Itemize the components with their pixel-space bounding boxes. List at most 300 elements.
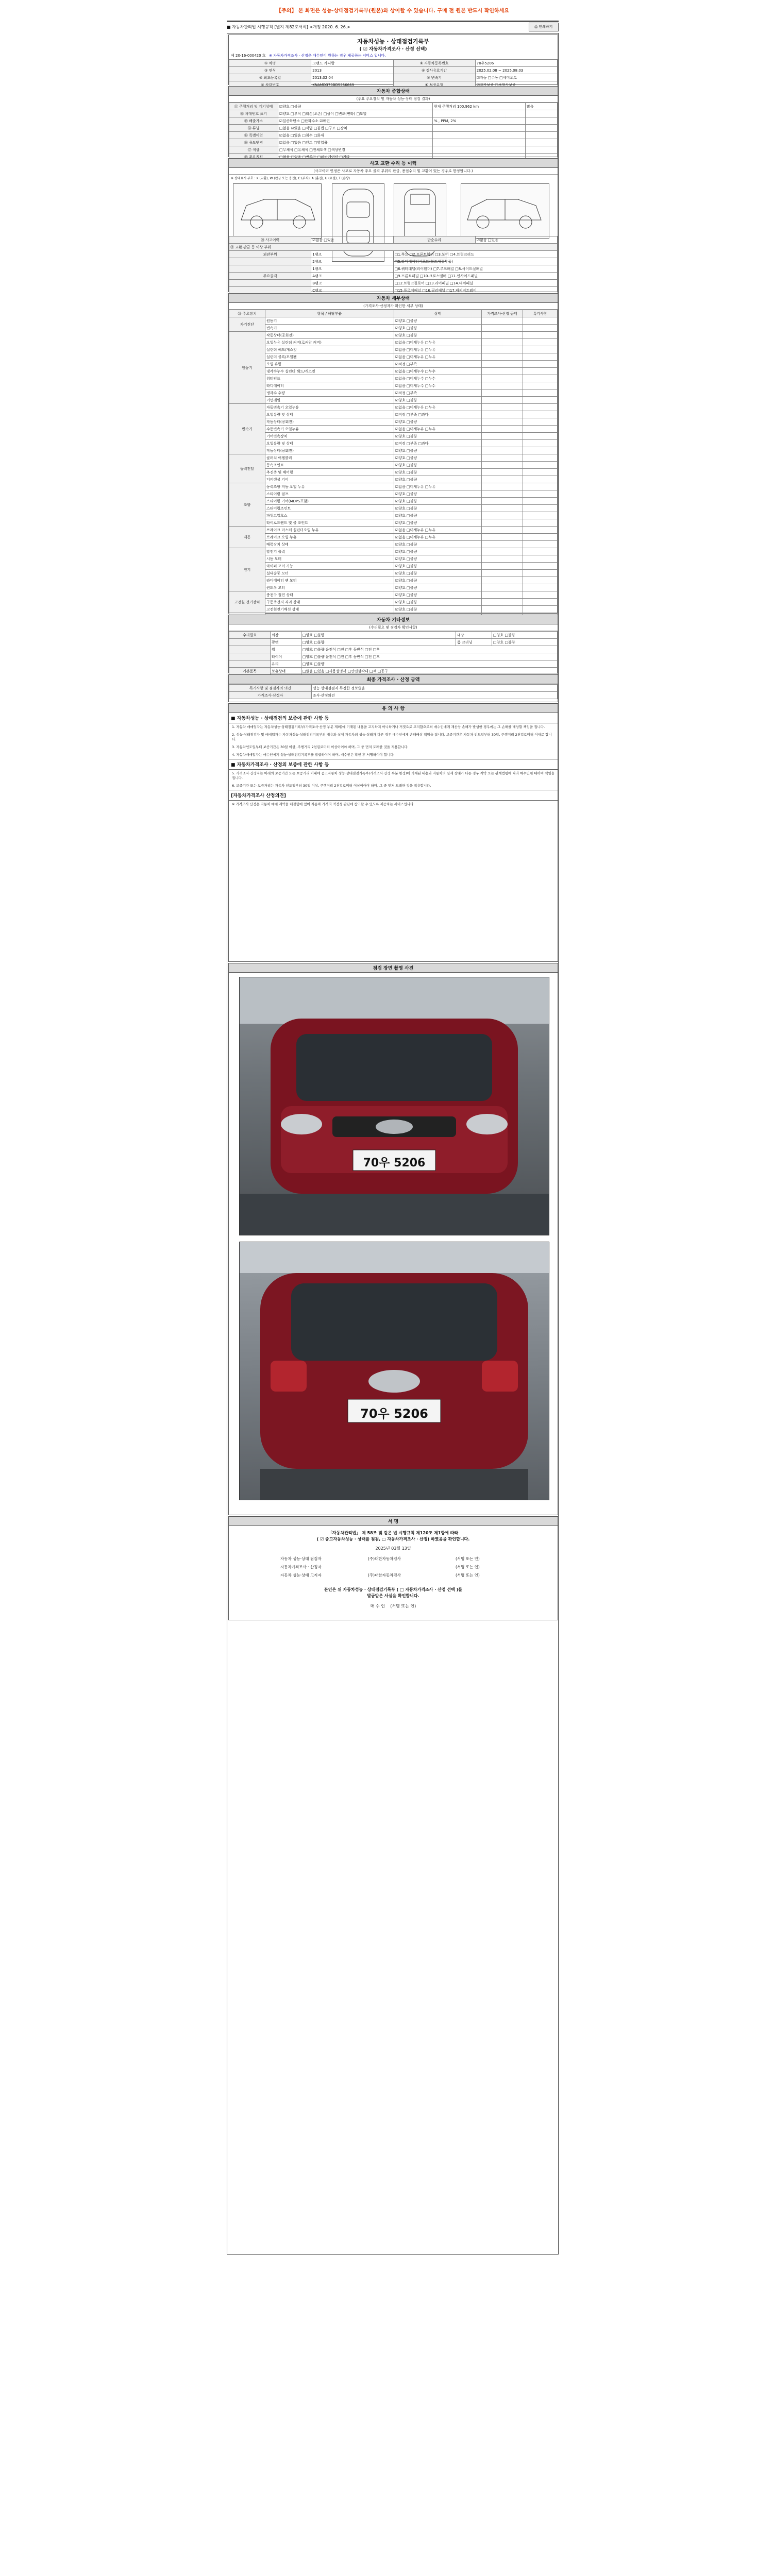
detail-state: ☑적정 □부족: [394, 361, 482, 368]
detail-row: [229, 534, 558, 541]
detail-state: ☑없음 □미세누유 □누유: [394, 339, 482, 346]
detail-item: 타이로드엔드 및 볼 조인트: [265, 519, 394, 527]
detail-item: 파워고압호스: [265, 512, 394, 519]
detail-price: [482, 361, 523, 368]
detail-row: [229, 527, 558, 534]
accident-section: [228, 158, 558, 292]
status-row: [229, 103, 558, 110]
detail-head: 가격조사·산정 금액: [482, 310, 523, 317]
basic-label: ② 자동차등록번호: [393, 60, 475, 67]
outer-items: □6.쿼터패널(리어휀더) □7.루프패널 □8.사이드실패널: [393, 265, 558, 273]
status-value: ☑없음 □있음 □렌트 □영업용: [278, 139, 433, 146]
basic-row-2: [229, 67, 558, 74]
document-subtitle: ( ☑ 자동차가격조사 · 산정 선택): [359, 47, 427, 52]
etc-table: [229, 631, 558, 675]
opinion-value: 조사·산정의견: [312, 692, 558, 699]
status-row: [229, 117, 558, 125]
etc-cell: 휠: [271, 646, 301, 653]
detail-state: ☑양호 □불량: [394, 599, 482, 606]
detail-price: [482, 353, 523, 361]
opinion-title: 최종 가격조사 · 산정 금액: [229, 675, 558, 684]
etc-cell: 수리필요: [229, 632, 271, 639]
detail-item: 작동상태(공회전): [265, 418, 394, 426]
detail-row: [229, 512, 558, 519]
detail-row: [229, 599, 558, 606]
signature-row-value: (주)대한자동차검사: [368, 1556, 401, 1561]
detail-note: [523, 490, 558, 498]
detail-state: ☑없음 □미세누유 □누유: [394, 353, 482, 361]
signature-section: [228, 1516, 558, 1620]
detail-item: 실린더 헤드/개스킷: [265, 346, 394, 353]
status-value: ☑일산화탄소 □탄화수소 ☑매연: [278, 117, 433, 125]
detail-row: [229, 447, 558, 454]
detail-item: 수동변속기 오일누유: [265, 426, 394, 433]
detail-state: ☑양호 □불량: [394, 418, 482, 426]
detail-group: 원동기: [229, 332, 265, 404]
notice-banner: 【주의】 본 화면은 성능·상태점검기록부(원본)와 상이할 수 있습니다. 구매 전 원본 반드시 확인하세요: [276, 8, 509, 14]
detail-row: [229, 433, 558, 440]
outer-rank: 2랭크: [311, 258, 393, 265]
detail-price: [482, 368, 523, 375]
detail-note: [523, 606, 558, 613]
detail-note: [523, 346, 558, 353]
detail-row: [229, 361, 558, 368]
detail-price: [482, 548, 523, 555]
car-side-left-diagram: [233, 183, 322, 239]
simple-repair-value: ☑없음 □있음: [475, 236, 557, 244]
status-note: [526, 117, 558, 125]
basic-value: 2013: [311, 67, 393, 74]
detail-note: [523, 433, 558, 440]
detail-state: ☑양호 □불량: [394, 476, 482, 483]
overall-status-section: [228, 86, 558, 157]
detail-item: 오일 유량: [265, 361, 394, 368]
basic-label: ⑤ 최초등록일: [229, 74, 311, 81]
status-label: ⑱ 주요옵션: [229, 154, 278, 161]
detail-note: [523, 555, 558, 563]
detail-item: 발전기 출력: [265, 548, 394, 555]
front-license-plate: 70우 5206: [363, 1157, 426, 1170]
detail-row: [229, 570, 558, 577]
status-note: [526, 110, 558, 117]
caution-paragraph: ※ 가격조사·산정은 자동차 매매 계약을 체결함에 있어 자동차 가격의 적정성 판단에 참고할 수 있도록 제공하는 서비스입니다.: [232, 802, 415, 806]
detail-state: ☑양호 □불량: [394, 317, 482, 325]
detail-note: [523, 469, 558, 476]
detail-price: [482, 606, 523, 613]
etc-cell: 내장: [456, 632, 492, 639]
basic-value: 2013.02.04: [311, 74, 393, 81]
detail-sub: (가격조사·산정자가 확인한 세부 상태): [229, 303, 558, 310]
detail-price: [482, 404, 523, 411]
etc-cell: □양호 □불량: [301, 660, 558, 668]
basic-value: 2025.02.08 ~ 2025.08.03: [475, 67, 557, 74]
detail-price: [482, 462, 523, 469]
etc-row: [229, 646, 558, 653]
accident-legend: ※ 상태표시 부호 : X (교환), W (판금 또는 용접), C (부식), A (흠집), U (요철), T (손상): [231, 177, 350, 180]
detail-row: [229, 490, 558, 498]
detail-row: [229, 483, 558, 490]
rear-license-plate: 70우 5206: [360, 1406, 428, 1421]
basic-row-1: [229, 60, 558, 67]
print-button-label: 인쇄하기: [539, 25, 553, 29]
basic-label: ⑥ 변속기: [393, 74, 475, 81]
outer-group: [229, 265, 311, 273]
buyer-label: 매 수 인: [370, 1604, 385, 1608]
detail-row: [229, 584, 558, 591]
detail-price: [482, 332, 523, 339]
detail-note: [523, 454, 558, 462]
detail-state: ☑없음 □미세누유 □누유: [394, 426, 482, 433]
outer-items: □15.플로어패널 □16.필러패널 □17.패키지트레이: [393, 287, 558, 294]
outer-items: □5.라디에이터서포트(볼트체결부품): [393, 258, 558, 265]
detail-row: [229, 346, 558, 353]
detail-price: [482, 440, 523, 447]
status-label: ⑯ 용도변경: [229, 139, 278, 146]
opinion-row: [229, 685, 558, 692]
detail-row: [229, 368, 558, 375]
outer-items: □9.프론트패널 □10.크로스멤버 □11.인사이드패널: [393, 273, 558, 280]
document-page: [225, 0, 560, 2257]
outer-rank: 1랭크: [311, 265, 393, 273]
caution-heading-2: ■ 자동차가격조사 · 산정의 보증에 관한 사항 등: [229, 759, 558, 770]
etc-info-section: [228, 615, 558, 673]
opinion-label: 특기사항 및 점검자의 의견: [229, 685, 312, 692]
status-row: [229, 132, 558, 139]
detail-note: [523, 498, 558, 505]
etc-cell: □양호 □불량: [301, 632, 456, 639]
status-label: ⑫ 차대번호 표기: [229, 110, 278, 117]
detail-row: [229, 332, 558, 339]
detail-note: [523, 476, 558, 483]
detail-price: [482, 577, 523, 584]
detail-state: ☑양호 □불량: [394, 512, 482, 519]
etc-row: [229, 639, 558, 646]
accident-history-table: [229, 236, 558, 294]
detail-note: [523, 577, 558, 584]
detail-state: ☑없음 □미세누유 □누유: [394, 346, 482, 353]
etc-cell: 광택: [271, 639, 301, 646]
etc-cell: □양호 □불량: [492, 639, 558, 646]
etc-cell: □양호 □불량 운전석 □전 □후 동반석 □전 □후: [301, 646, 558, 653]
etc-cell: □없음 □있음 □사용설명서 □안전삼각대 □잭 □공구: [301, 668, 558, 675]
detail-item: 라디에이터: [265, 382, 394, 389]
buyer-sign: (서명 또는 인): [390, 1604, 416, 1608]
basic-value: ☑자동 □수동 □세미오토: [475, 74, 557, 81]
car-front-image: [240, 977, 549, 1235]
status-detail: [433, 125, 526, 132]
detail-item: 브레이크 마스터 실린더오일 누유: [265, 527, 394, 534]
basic-label: ① 차명: [229, 60, 311, 67]
outer-items: □1.후드 □2.프론트휀더 □3.도어 □4.트렁크리드: [393, 251, 558, 258]
detail-state: ☑양호 □불량: [394, 325, 482, 332]
title-section: [228, 35, 558, 85]
detail-note: [523, 397, 558, 404]
caution-paragraph: 2. 성능·상태점검자 및 매매업자는 자동차성능·상태점검기록부의 내용과 실제 자동차의 성능·상태가 다른 경우 매수인에게 손해배상 책임을 집니다. 보증기간은 자동차 인도일부터 30일, 주행거리 2천킬로미터 이내로 합니다.: [232, 733, 552, 741]
detail-row: [229, 505, 558, 512]
detail-price: [482, 534, 523, 541]
basic-value: 70우5206: [475, 60, 557, 67]
basic-label: ⑦ 차대번호: [229, 81, 311, 89]
etc-title: 자동차 기타정보: [229, 615, 558, 624]
detail-note: [523, 361, 558, 368]
detail-section: [228, 293, 558, 614]
detail-group: 전기: [229, 548, 265, 591]
print-button[interactable]: [529, 23, 559, 31]
caution-paragraph: 3. 자동차인도일부터 보증기간은 30일 이상, 주행거리 2천킬로미터 이상이어야 하며, 그 중 먼저 도래한 것을 적용합니다.: [232, 745, 409, 749]
detail-note: [523, 339, 558, 346]
detail-state: ☑없음 □미세누유 □누유: [394, 534, 482, 541]
detail-price: [482, 498, 523, 505]
detail-price: [482, 346, 523, 353]
detail-price: [482, 570, 523, 577]
detail-price: [482, 476, 523, 483]
caution-paragraph: 6. 보증기간 또는 보증거리는 자동차 인도일부터 30일 이상, 주행거리 2천킬로미터 이상이어야 하며, 그 중 먼저 도래한 것을 적용합니다.: [232, 784, 431, 788]
detail-group: 제동: [229, 527, 265, 548]
detail-item: 동력조향 작동 오일 누유: [265, 483, 394, 490]
detail-note: [523, 527, 558, 534]
detail-row: [229, 469, 558, 476]
detail-price: [482, 375, 523, 382]
detail-head: 항목 / 해당부품: [265, 310, 394, 317]
detail-note: [523, 447, 558, 454]
form-header: [227, 21, 559, 33]
detail-note: [523, 512, 558, 519]
detail-state: ☑없음 □미세누유 □누유: [394, 404, 482, 411]
etc-row: [229, 660, 558, 668]
car-side-left-icon: [233, 184, 321, 238]
detail-state: ☑없음 □미세누수 □누수: [394, 375, 482, 382]
status-label: ⑰ 색상: [229, 146, 278, 154]
car-rear-image: [240, 1242, 549, 1500]
status-note: [526, 139, 558, 146]
detail-row: [229, 591, 558, 599]
record-form: [227, 33, 559, 2255]
detail-group: 변속기: [229, 404, 265, 454]
detail-price: [482, 555, 523, 563]
signature-row: [280, 1555, 517, 1563]
status-label: ⑭ 튜닝: [229, 125, 278, 132]
detail-row: [229, 462, 558, 469]
detail-price: [482, 519, 523, 527]
detail-note: [523, 519, 558, 527]
outer-group: [229, 258, 311, 265]
status-value: □없음 □있음 □썬루프 □네비게이션 □기타: [278, 154, 433, 161]
detail-row: [229, 541, 558, 548]
detail-state: ☑없음 □미세누유 □누유: [394, 527, 482, 534]
document-number: 제 20-16-000420 호: [231, 54, 266, 58]
detail-price: [482, 490, 523, 498]
detail-item: 워터펌프: [265, 375, 394, 382]
status-row: [229, 125, 558, 132]
outer-rank: B랭크: [311, 280, 393, 287]
detail-note: [523, 389, 558, 397]
detail-price: [482, 382, 523, 389]
etc-cell: [229, 639, 271, 646]
opinion-row: [229, 692, 558, 699]
photos-section: [228, 963, 558, 1515]
etc-cell: □양호 □불량: [301, 639, 456, 646]
status-label: ⑬ 배출가스: [229, 117, 278, 125]
status-detail: [433, 139, 526, 146]
detail-item: 윈도우 모터: [265, 584, 394, 591]
detail-item: 스티어링 기어(MDPS포함): [265, 498, 394, 505]
detail-note: [523, 505, 558, 512]
detail-row: [229, 317, 558, 325]
signature-row-sign: (서명 또는 인): [456, 1565, 480, 1569]
status-detail: % , PPM, 2%: [433, 117, 526, 125]
status-note: [526, 146, 558, 154]
detail-row: [229, 375, 558, 382]
detail-state: ☑양호 □불량: [394, 498, 482, 505]
status-detail: [433, 132, 526, 139]
overall-status-title: 자동차 종합상태: [229, 87, 558, 96]
detail-row: [229, 339, 558, 346]
detail-row: [229, 404, 558, 411]
signature-row: [280, 1563, 517, 1571]
detail-state: ☑양호 □불량: [394, 570, 482, 577]
status-row: [229, 146, 558, 154]
outer-row: [229, 265, 558, 273]
document-title: 자동차성능 · 상태점검기록부: [357, 38, 429, 45]
car-rear-photo: [239, 1242, 549, 1500]
detail-row: [229, 577, 558, 584]
detail-note: [523, 599, 558, 606]
basic-row-3: [229, 74, 558, 81]
detail-state: ☑양호 □불량: [394, 577, 482, 584]
basic-label: ④ 검사유효기간: [393, 67, 475, 74]
detail-item: 클러치 어셈블리: [265, 454, 394, 462]
status-note: [526, 132, 558, 139]
caution-heading-1: ■ 자동차성능 · 상태점검의 보증에 관한 사항 등: [229, 713, 558, 723]
detail-state: ☑없음 □미세누수 □누수: [394, 382, 482, 389]
status-value: □없음 ☑있음 □적법 □불법 □구조 □장치: [278, 125, 433, 132]
status-detail: [433, 146, 526, 154]
detail-state: ☑양호 □불량: [394, 454, 482, 462]
detail-state: ☑양호 □불량: [394, 541, 482, 548]
detail-price: [482, 317, 523, 325]
detail-row: [229, 411, 558, 418]
etc-sub: (수리필요 및 점검자 확인사항): [229, 624, 558, 631]
detail-state: ☑양호 □불량: [394, 606, 482, 613]
detail-price: [482, 541, 523, 548]
detail-item: 커먼레일: [265, 397, 394, 404]
caution-paragraph: 5. 가격조사·산정자는 아래의 보증기간 또는 보증거리 이내에 중고자동차 성능·상태점검기록부(가격조사·산정 부분 한정)에 기재된 내용과 자동차의 실제 상태가 다른 경우 계약 또는 관계법령에 따라 매수인에 대하여 책임을 집니다.: [232, 771, 554, 780]
outer-group: 외판부위: [229, 251, 311, 258]
detail-group: 동력전달: [229, 454, 265, 483]
detail-price: [482, 447, 523, 454]
detail-note: [523, 375, 558, 382]
detail-price: [482, 527, 523, 534]
detail-head: 상태: [394, 310, 482, 317]
status-value: ☑양호 □불량: [278, 103, 433, 110]
status-label: ⑪ 주행거리 및 계기상태: [229, 103, 278, 110]
status-note: [526, 125, 558, 132]
outer-row: [229, 273, 558, 280]
detail-item: 충전구 절연 상태: [265, 591, 394, 599]
detail-head: 특기사항: [523, 310, 558, 317]
detail-state: ☑양호 □불량: [394, 555, 482, 563]
outer-row: [229, 258, 558, 265]
detail-item: 실린더 블록/오일팬: [265, 353, 394, 361]
detail-row: [229, 476, 558, 483]
detail-row: [229, 606, 558, 613]
detail-state: ☑양호 □불량: [394, 332, 482, 339]
detail-row: [229, 397, 558, 404]
detail-note: [523, 548, 558, 555]
outer-group: 주요골격: [229, 273, 311, 280]
signature-rows: [280, 1555, 517, 1580]
basic-label: ③ 연식: [229, 67, 311, 74]
status-detail: [433, 110, 526, 117]
accident-sub: (사고이력 인정은 사고로 자동차 주요 골격 부위의 판금, 용접수리 및 교환이 있는 경우로 한정합니다.): [229, 168, 558, 175]
etc-cell: 보유상태: [271, 668, 301, 675]
detail-state: ☑양호 □불량: [394, 591, 482, 599]
detail-item: 냉각수 수량: [265, 389, 394, 397]
detail-item: 등속조인트: [265, 462, 394, 469]
detail-row: [229, 389, 558, 397]
detail-note: [523, 404, 558, 411]
detail-state: ☑없음 □미세누유 □누유: [394, 483, 482, 490]
detail-item: 브레이크 오일 누유: [265, 534, 394, 541]
detail-group: 자기진단: [229, 317, 265, 332]
basic-value: ☑자가보증 □보험사보증: [475, 81, 557, 89]
opinion-label: 가격조사·산정자: [229, 692, 312, 699]
etc-cell: 외장: [271, 632, 301, 639]
outer-items: □12.트렁크플로어 □13.리어패널 □14.대쉬패널: [393, 280, 558, 287]
caution-paragraph: 1. 자동차 매매업자는 자동차성능·상태점검기록부(가격조사·산정 부분 제외)에 기재된 내용을 고지하지 아니하거나 거짓으로 고지함으로써 매수인에게 재산상 손해가 발생한 경우에는 그 손해를 배상할 책임을 집니다.: [232, 725, 545, 729]
opinion-value: 성능·상태점검자 특정한 정보없음: [312, 685, 558, 692]
signature-row-label: 자동차 성능·상태 점검자: [280, 1556, 322, 1561]
detail-note: [523, 440, 558, 447]
etc-cell: 룸 크리닝: [456, 639, 492, 646]
detail-group: 고전원 전기장치: [229, 591, 265, 613]
detail-price: [482, 433, 523, 440]
signature-law-line: 「자동차관리법」 제 58조 및 같은 법 시행규칙 제120조 제1항에 따라: [328, 1531, 459, 1535]
detail-row: [229, 498, 558, 505]
overall-status-sub: (주요 주요장치 및 자동차 성능·상태 점검 결과): [229, 96, 558, 103]
detail-row: [229, 519, 558, 527]
detail-note: [523, 563, 558, 570]
detail-row: [229, 454, 558, 462]
detail-row: [229, 440, 558, 447]
detail-state: ☑적정 □부족 □과다: [394, 411, 482, 418]
detail-state: ☑양호 □불량: [394, 462, 482, 469]
detail-row: [229, 325, 558, 332]
detail-state: ☑적정 □부족 □과다: [394, 440, 482, 447]
outer-row: [229, 251, 558, 258]
detail-table: [229, 310, 558, 620]
signature-title: 서 명: [229, 1517, 558, 1526]
detail-item: 자동변속기 오일누유: [265, 404, 394, 411]
caution-section: [228, 703, 558, 962]
basic-value: KNAMD373BD5356669: [311, 81, 393, 89]
detail-price: [482, 483, 523, 490]
detail-price: [482, 339, 523, 346]
detail-item: 변속기: [265, 325, 394, 332]
detail-note: [523, 483, 558, 490]
photos-title: 점검 장면 촬영 사진: [229, 963, 558, 973]
detail-note: [523, 353, 558, 361]
detail-state: ☑양호 □불량: [394, 469, 482, 476]
etc-cell: 유리: [271, 660, 301, 668]
etc-cell: 기본품목: [229, 668, 271, 675]
etc-row: [229, 632, 558, 639]
detail-item: 디퍼렌셜 기어: [265, 476, 394, 483]
detail-item: 기어변속장치: [265, 433, 394, 440]
detail-head-row: [229, 310, 558, 317]
detail-item: 작동상태(공회전): [265, 332, 394, 339]
detail-state: ☑양호 □불량: [394, 447, 482, 454]
